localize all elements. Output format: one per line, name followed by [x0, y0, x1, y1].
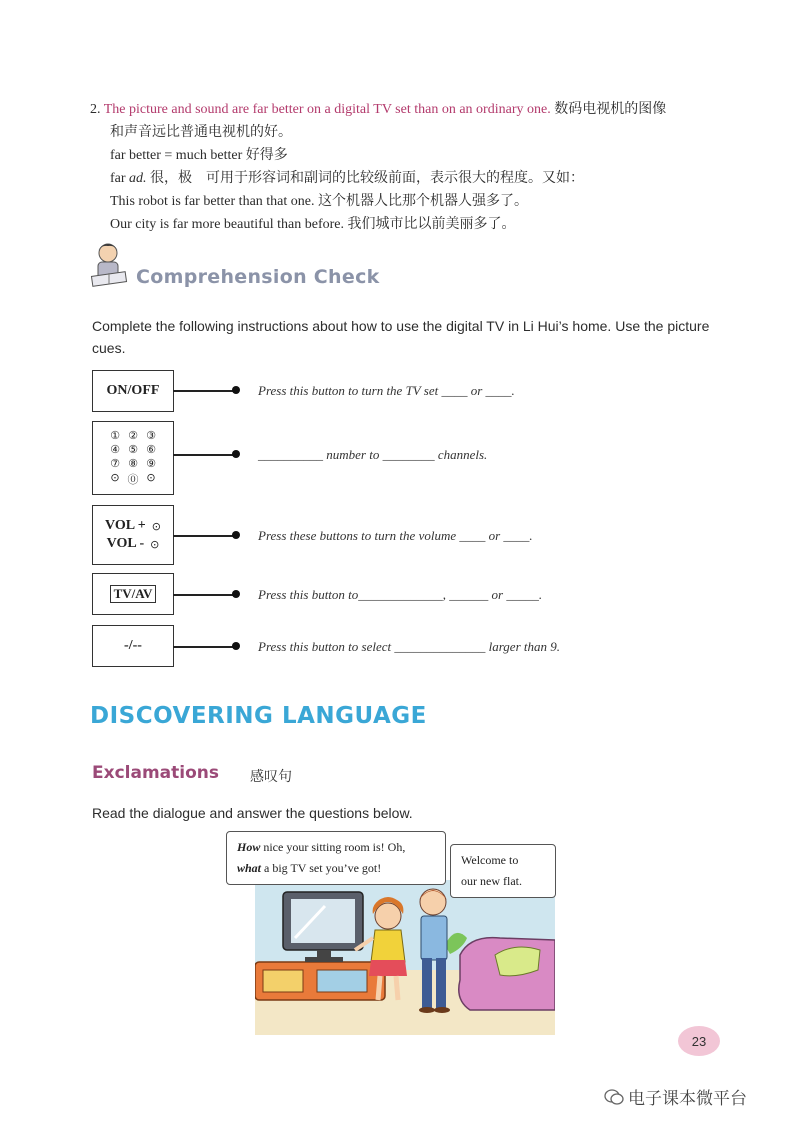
- number-key: ⑨: [146, 457, 156, 470]
- number-key: ⑧: [128, 457, 138, 470]
- on-off-instruction: Press this button to turn the TV set ____ or ____.: [258, 383, 515, 398]
- connector-line: [173, 646, 233, 648]
- number-key: ①: [110, 429, 120, 442]
- grammar-note: [90, 98, 730, 236]
- exclamations-heading: Exclamations: [92, 763, 219, 783]
- vol-minus-row: VOL - ⊙: [106, 536, 160, 551]
- connector-dot: [232, 642, 240, 650]
- comprehension-instruction: Complete the following instructions about how to use the digital TV in Li Hui’s home. Use the picture cues.: [92, 318, 710, 356]
- wechat-icon: [604, 1088, 624, 1106]
- number-key: ⑥: [146, 443, 156, 456]
- connector-line: [173, 594, 233, 596]
- speech-bubble-boy: Welcome to our new flat.: [450, 844, 556, 898]
- note-example-2: Our city is far more beautiful than before. 我们城市比以前美丽多了。: [110, 217, 516, 232]
- speech-bubble-girl: How nice your sitting room is! Oh, what a big TV set you’ve got!: [226, 831, 446, 885]
- number-instruction: __________ number to ________ channels.: [258, 447, 488, 462]
- exclamations-heading-cn: 感叹句: [250, 769, 292, 785]
- volume-instruction: Press these buttons to turn the volume ____ or ____.: [258, 528, 533, 543]
- note-sentence: 2. The picture and sound are far better on a digital TV set than on an ordinary one. 数码电视机的图像: [90, 102, 667, 117]
- note-sentence-en: The picture and sound are far better on a digital TV set than on an ordinary one.: [103, 102, 551, 117]
- tv-av-instruction: Press this button to_____________, ______ or _____.: [258, 587, 543, 602]
- number-key: ⑤: [128, 443, 138, 456]
- comprehension-check-title: Comprehension Check: [136, 266, 380, 288]
- page-number: 23: [678, 1026, 720, 1056]
- connector-line: [173, 390, 233, 392]
- connector-dot: [232, 590, 240, 598]
- note-far-better: far better = much better 好得多: [110, 148, 288, 163]
- number-key: ⓪: [127, 473, 139, 486]
- number-pad-grid: [106, 429, 160, 487]
- tv-av-button-picture: TV/AV: [92, 573, 174, 615]
- number-key: ③: [146, 429, 156, 442]
- number-key: ②: [128, 429, 138, 442]
- vol-plus-button-icon: ⊙: [151, 519, 161, 533]
- discovering-language-title: DISCOVERING LANGUAGE: [90, 703, 427, 729]
- digit-select-instruction: Press this button to select ______________ larger than 9.: [258, 639, 560, 654]
- on-off-button-picture: ON/OFF: [92, 370, 174, 412]
- number-key: ④: [110, 443, 120, 456]
- number-key: ⊙: [146, 471, 156, 484]
- connector-line: [173, 454, 233, 456]
- volume-buttons-picture: [92, 505, 174, 565]
- note-far-definition: far ad. 很，极 可用于形容词和副词的比较级前面，表示很大的程度。又如：: [110, 171, 585, 186]
- vol-plus-row: VOL + ⊙: [105, 518, 161, 533]
- note-example-1: This robot is far better than that one. 这个机器人比那个机器人强多了。: [110, 194, 528, 209]
- note-sentence-cn-continued: 和声音远比普通电视机的好。: [110, 125, 292, 140]
- connector-dot: [232, 531, 240, 539]
- number-pad-picture: [92, 421, 174, 495]
- watermark: 电子课本微平台: [604, 1084, 747, 1109]
- student-reading-icon: [86, 240, 134, 292]
- connector-line: [173, 535, 233, 537]
- dialogue-instruction: Read the dialogue and answer the questions below.: [92, 805, 413, 821]
- connector-dot: [232, 386, 240, 394]
- vol-minus-button-icon: ⊙: [150, 537, 160, 551]
- note-sentence-cn: 数码电视机的图像: [554, 102, 667, 117]
- number-key: ⑦: [110, 457, 120, 470]
- number-key: ⊙: [110, 471, 120, 484]
- digit-select-button-picture: -/--: [92, 625, 174, 667]
- connector-dot: [232, 450, 240, 458]
